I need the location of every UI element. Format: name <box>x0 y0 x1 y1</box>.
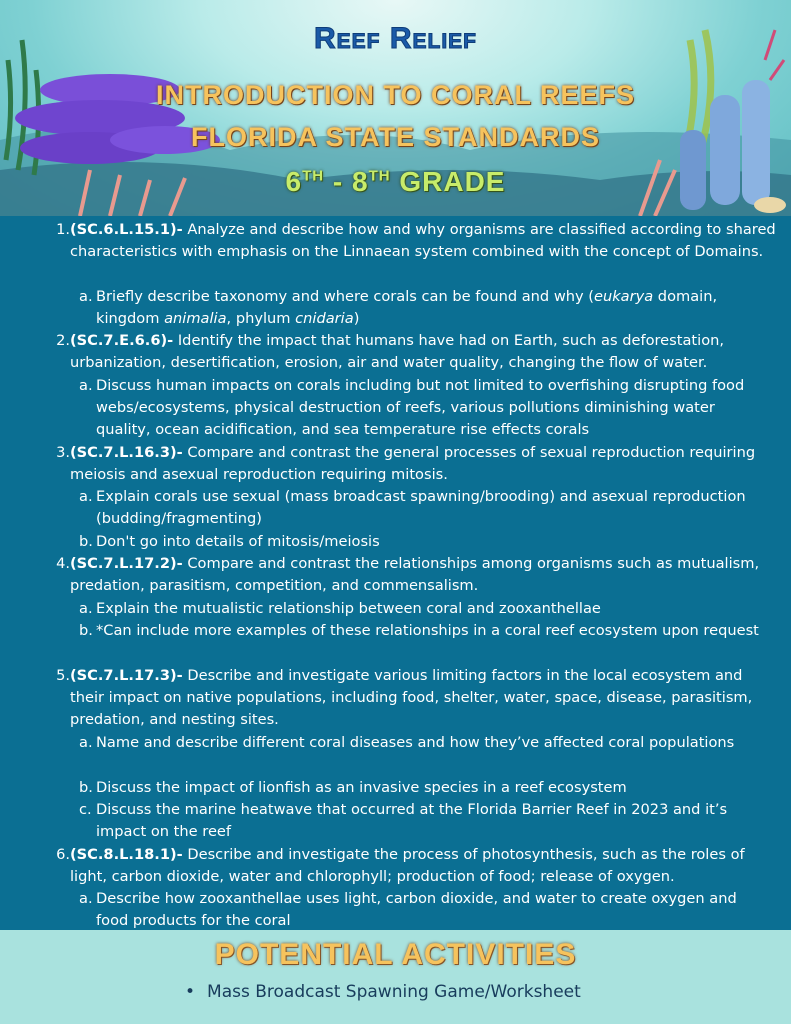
sub-text: Name and describe different coral diseases and how they’ve affected coral populations <box>96 734 735 751</box>
sub-letter: b. <box>79 533 93 550</box>
sub-letter: b. <box>79 779 93 796</box>
sub-item <box>79 486 769 530</box>
sub-item <box>79 375 769 441</box>
activities-title: POTENTIAL ACTIVITIES <box>214 938 577 971</box>
sub-item <box>79 799 769 843</box>
standard-code: (SC.7.E.6.6)- <box>70 332 174 349</box>
sub-letter: b. <box>79 622 93 639</box>
page-title: INTRODUCTION TO CORAL REEFS <box>155 80 635 110</box>
item-number: 2. <box>56 332 70 349</box>
page-subtitle: FLORIDA STATE STANDARDS <box>191 122 600 152</box>
sub-text: Discuss the impact of lionfish as an invasive species in a reef ecosystem <box>96 779 627 796</box>
standard-code: (SC.8.L.18.1)- <box>70 846 183 863</box>
activities-section <box>0 930 791 1024</box>
activity-item: • Mass Broadcast Spawning Game/Worksheet <box>185 982 581 1002</box>
sub-letter: c. <box>79 801 92 818</box>
standards-list <box>0 216 791 930</box>
item-number: 1. <box>56 221 70 238</box>
item-number: 3. <box>56 444 70 461</box>
standard-text: Identify the impact that humans have had on Earth, such as deforestation, urbanization, desertification, erosion, air and water quality, changing the flow of water. <box>70 332 725 371</box>
sub-text: Don't go into details of mitosis/meiosis <box>96 533 380 550</box>
standard-code: (SC.6.L.15.1)- <box>70 221 183 238</box>
sub-letter: a. <box>79 890 93 907</box>
standard-item <box>56 219 781 263</box>
sub-letter: a. <box>79 734 93 751</box>
standard-text: Compare and contrast the relationships among organisms such as mutualism, predation, parasitism, competition, and commensalism. <box>70 555 760 594</box>
standard-text: Analyze and describe how and why organisms are classified according to shared characteristics with emphasis on the Linnaean system combined with the concept of Domains. <box>70 221 776 260</box>
brand-logo-text: Reef Relief <box>313 22 477 55</box>
sub-item <box>79 598 769 620</box>
sub-letter: a. <box>79 488 93 505</box>
standard-text: Describe and investigate various limiting factors in the local ecosystem and their impact on native populations, including food, shelter, water, space, disease, parasitism, predation, and nesting sites. <box>70 667 753 728</box>
item-number: 5. <box>56 667 70 684</box>
sub-letter: a. <box>79 377 93 394</box>
sub-text: Describe how zooxanthellae uses light, carbon dioxide, and water to create oxygen and food products for the coral <box>96 890 737 929</box>
standard-item <box>56 553 781 597</box>
standard-item <box>56 665 781 731</box>
bullet-icon: • <box>185 982 196 1002</box>
standard-item <box>56 330 781 374</box>
item-number: 6. <box>56 846 70 863</box>
sub-text: Discuss human impacts on corals including but not limited to overfishing disrupting food webs/ecosystems, physical destruction of reefs, various pollutions diminishing water quality, ocean acidification, and sea temperature rise effects corals <box>96 377 745 438</box>
standard-code: (SC.7.L.17.3)- <box>70 667 183 684</box>
standard-text: Compare and contrast the general processes of sexual reproduction requiring meiosis and asexual reproduction requiring mitosis. <box>70 444 756 483</box>
sub-letter: a. <box>79 600 93 617</box>
sub-item <box>79 620 769 642</box>
sub-text: *Can include more examples of these relationships in a coral reef ecosystem upon request <box>96 622 759 639</box>
standard-code: (SC.7.L.17.2)- <box>70 555 183 572</box>
standard-item <box>56 844 781 888</box>
sub-item <box>79 732 769 754</box>
standard-item <box>56 442 781 486</box>
item-number: 4. <box>56 555 70 572</box>
sub-text: Explain the mutualistic relationship between coral and zooxanthellae <box>96 600 601 617</box>
standard-text: Describe and investigate the process of photosynthesis, such as the roles of light, carbon dioxide, water and chlorophyll; production of food; release of oxygen. <box>70 846 745 885</box>
sub-letter: a. <box>79 288 93 305</box>
sub-item <box>79 286 769 330</box>
sub-text: Discuss the marine heatwave that occurred at the Florida Barrier Reef in 2023 and it’s impact on the reef <box>96 801 728 840</box>
sub-item <box>79 777 769 799</box>
header-banner <box>0 0 791 216</box>
sub-item <box>79 531 769 553</box>
sub-text: Explain corals use sexual (mass broadcast spawning/brooding) and asexual reproduction (budding/fragmenting) <box>96 488 746 527</box>
sub-item <box>79 888 769 932</box>
sub-text: Briefly describe taxonomy and where corals can be found and why (eukarya domain, kingdom animalia, phylum cnidaria) <box>96 288 718 327</box>
grade-level: 6TH - 8TH GRADE <box>285 166 506 197</box>
standard-code: (SC.7.L.16.3)- <box>70 444 183 461</box>
